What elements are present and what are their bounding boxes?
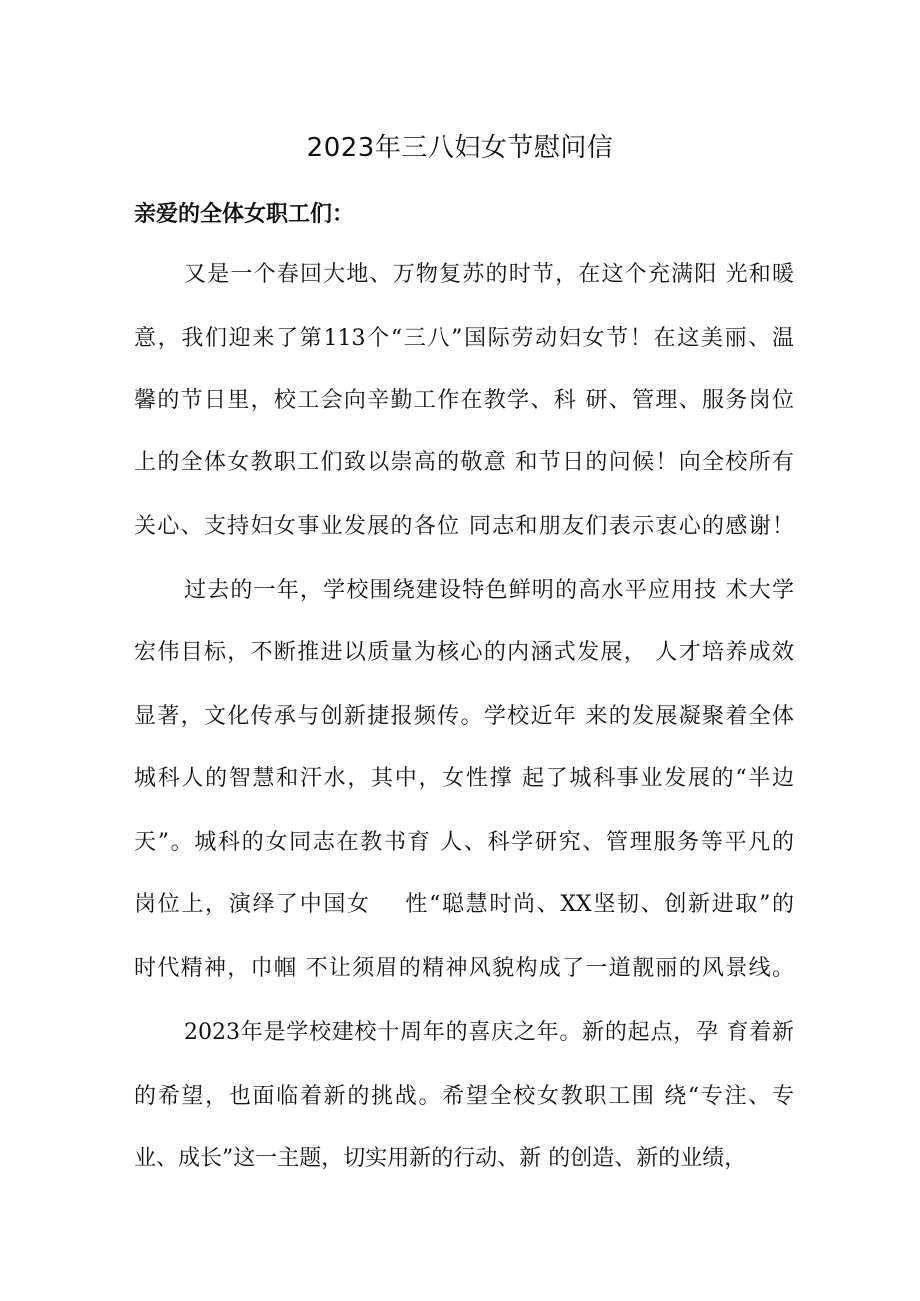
paragraph-2-line-7: 时代精神，巾帼 不让须眉的精神风貌构成了一道靓丽的风景线。 [134,956,794,981]
paragraph-2-line-5: 天”。城科的女同志在教书育 人、科学研究、管理服务等平凡的 [134,830,794,855]
paragraph-2-line-6: 岗位上，演绎了中国女 性“聪慧时尚、XX坚韧、创新进取”的 [134,892,794,917]
paragraph-3-line-3: 业、成长”这一主题，切实用新的行动、新 的创造、新的业绩， [134,1146,747,1171]
paragraph-1-line-5: 关心、支持妇女事业发展的各位 同志和朋友们表示衷心的感谢！ [134,514,794,539]
paragraph-2-line-2: 宏伟目标，不断推进以质量为核心的内涵式发展， 人才培养成效 [134,640,794,665]
paragraph-1-line-4: 上的全体女教职工们致以崇高的敬意 和节日的问候！向全校所有 [134,450,794,475]
paragraph-2-line-1: 过去的一年，学校围绕建设特色鲜明的高水平应用技 术大学 [184,578,794,603]
paragraph-2-line-4: 城科人的智慧和汗水，其中，女性撑 起了城科事业发展的“半边 [134,766,794,791]
paragraph-3-line-2: 的希望，也面临着新的挑战。希望全校女教职工围 绕“专注、专 [134,1084,794,1109]
paragraph-1-line-2: 意，我们迎来了第113个“三八”国际劳动妇女节！在这美丽、温 [134,326,794,351]
paragraph-1-line-3: 馨的节日里，校工会向辛勤工作在教学、科 研、管理、服务岗位 [134,388,794,413]
paragraph-3-line-1: 2023年是学校建校十周年的喜庆之年。新的起点，孕 育着新 [184,1020,794,1045]
document-title: 2023年三八妇女节慰问信 [306,133,614,163]
paragraph-1-line-1: 又是一个春回大地、万物复苏的时节，在这个充满阳 光和暖 [184,262,794,287]
salutation: 亲爱的全体女职工们： [134,201,355,227]
paragraph-2-line-3: 显著，文化传承与创新捷报频传。学校近年 来的发展凝聚着全体 [134,704,794,729]
